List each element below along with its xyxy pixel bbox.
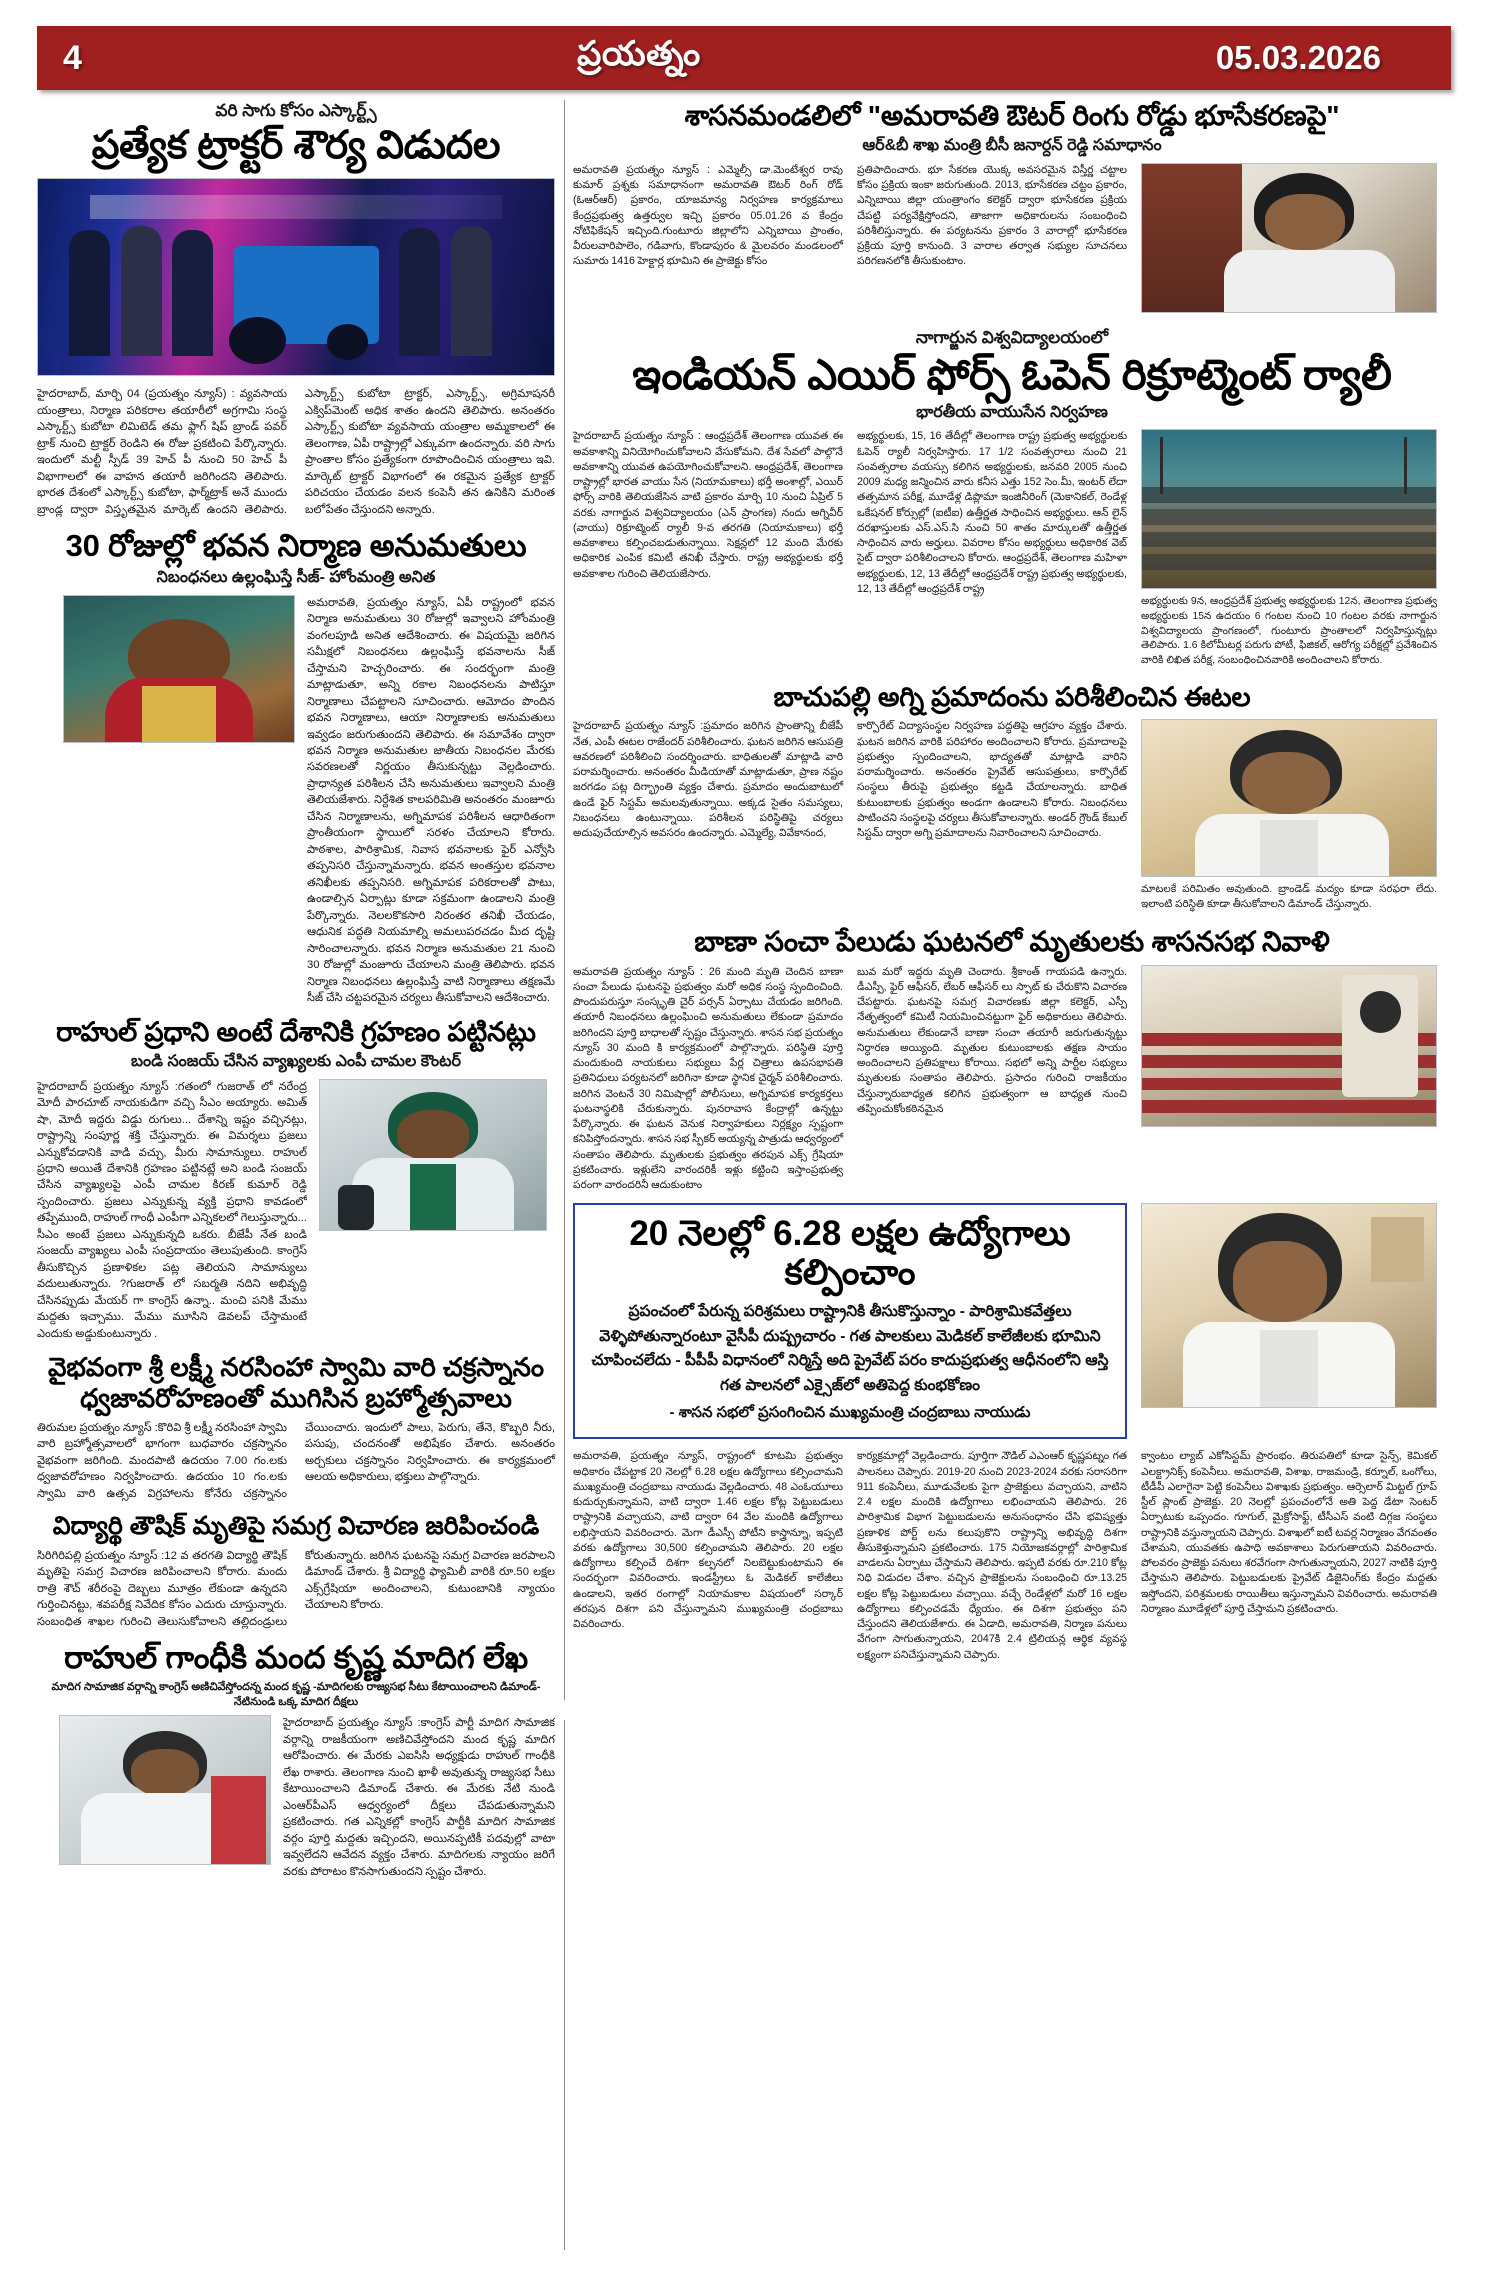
- fire-headline: బాచుపల్లి అగ్ని ప్రమాదంను పరిశీలించిన ఈటల: [773, 682, 1251, 713]
- manda-body: హైదరాబాద్ ప్రయత్నం న్యూస్ :కాంగ్రెస్ పార్టీ మాదిగ సామాజిక వర్గాన్ని రాజకీయంగా అణిచివేస్తోందని మంద కృష్ణ మాదిగ ఆరోపించారు. ఈ మేరకు ఎఐసిసి అధ్యక్షుడు రాహుల్ గాంధీకి లేఖ రాశారు. తెలంగాణ నుంచి ఖాళీ అవుతున్న రాజ్యసభ సీటు కేటాయించాలని డిమాండ్ చేశారు. ఈ మేరకు నేటి నుండి ఎంఆర్‌పీఎస్ ఆధ్వర్యంలో దీక్షలు చేపడుతున్నామని ప్రకటించారు. గత ఎన్నికల్లో కాంగ్రెస్ పార్టీకి మాదిగ సామాజిక వర్గం పూర్తి మద్దతు ఇచ్చిందని, అయినప్పటికీ పదవుల్లో వాటా ఇవ్వలేదని ఆవేదన వ్యక్తం చేశారు. మాదిగలకు న్యాయం జరిగే వరకు పోరాటం కొనసాగుతుందని స్పష్టం చేశారు.: [283, 1717, 555, 1878]
- airforce-caption: అభ్యర్థులకు 9న, ఆంధ్రప్రదేశ్ ప్రభుత్వ అభ్యర్థులకు 12న, తెలంగాణ ప్రభుత్వ అభ్యర్థులకు 15న ఉదయం 6 గంటల నుంచి 10 గంటల వరకు నాగార్జున విశ్వవిద్యాలయ ప్రాంగణంలో, గుంటూరు ప్రాంతాలలో నిర్వహిస్తున్నట్లు తెలిపారు. 1.6 కిలోమీటర్ల పరుగు పోటీ, ఫిజికల్, ఆరోగ్య పరీక్షల్లో ప్రవేశించిన వారికి లిఖిత పరీక్ష, సంబంధించినవారికి అందించాలని కోరారు.: [1141, 596, 1437, 666]
- article-fire-accident: [573, 682, 1451, 912]
- cm-box-sub-1: వెళ్ళిపోతున్నారంటూ వైసీపీ దుష్ప్రచారం - గత పాలకులు మెడికల్ కాలేజీలకు భూమిని: [599, 1327, 1101, 1345]
- tractor-kicker: వరి సాగు కోసం ఎస్కార్ట్స్: [215, 101, 377, 120]
- fire-caption: మాటలకే పరిమితం అవుతుంది. బ్రాండెడ్ మద్యం కూడా సరఫరా లేదు. ఇలాంటి పరిస్థితి కూడా తీసుకోవాలని డిమాండ్ చేస్తున్నారు.: [1141, 884, 1437, 910]
- assembly-headline: బాణా సంచా పేలుడు ఘటనలో మృతులకు శాసనసభ నివాళి: [694, 926, 1330, 958]
- cm-box-sub-0: ప్రపంచంలో పేరున్న పరిశ్రమలు రాష్ట్రానికి తీసుకొస్తున్నాం - పారిశ్రామికవేత్తలు: [628, 1303, 1072, 1321]
- airforce-body-col1: హైదరాబాద్ ప్రయత్నం న్యూస్ : ఆంధ్రప్రదేశ్ తెలంగాణ యువత ఈ అవకాశాన్ని వినియోగించుకోవాలని వేసుకోమని. దేశ సేవలో పాల్గొనే అవకాశాన్ని యువత ఉపయోగించుకోవాలని. ఆంధ్రప్రదేశ్, తెలంగాణ రాష్ట్రాల్లో భారత వాయు సేన (నియామకాలు) భర్తీ అంశాల్లో, ఎయిర్ ఫోర్స్ వారికి తెలియజేసిన వాటి ప్రకారం మార్చి 10 నుంచి ఏప్రిల్ 5 వరకు నాగార్జున విశ్వవిద్యాలయం (ఎన్ ప్రాంగణ) నందు అగ్నివీర్ (వాయు) రిక్రూట్మెంట్ ర్యాలీ 9-వ తరగతి (నియామకాలు) భర్తీ అవకాశాలు కల్పించబడుతున్నాయి. సెక్షన్లలో 12 మంది మేరకు అధికారిక ఎంపిక కమిటీ తనిఖీ చేస్తారు. రాష్ట్ర అభ్యర్థులకు భర్తీ అవకాశాల గురించి తెలియజేసారు.: [573, 430, 843, 580]
- permits-headline: 30 రోజుల్లో భవన నిర్మాణ అనుమతులు: [65, 528, 527, 564]
- airforce-kicker: నాగార్జున విశ్వవిద్యాలయంలో: [915, 327, 1109, 347]
- airforce-body-col2: అభ్యర్థులకు, 15, 16 తేదీల్లో తెలంగాణ రాష్ట్ర ప్రభుత్వ అభ్యర్థులకు ఓపెన్ ర్యాలీ నిర్వహిస్తారు. 17 1/2 సంవత్సరాలు నుంచి 21 సంవత్సరాల వయస్సు కలిగిన అభ్యర్థులకు, జనవరి 2005 నుంచి 2009 మధ్య జన్మించిన వారు కనీస ఎత్తు 152 సెం.మీ, ఇంటర్ లేదా తత్సమాన పరీక్ష, మూడేళ్ల డిప్లొమా ఇంజినీరింగ్ (మెకానికల్, రెండేళ్ల ఒకేషనల్ కోర్సుల్లో (ఐటీఐ) ఉత్తీర్ణత సాధించిన అభ్యర్థులు. ఆన్ లైన్ దరఖాస్తులకు ఎస్.ఎస్.సి నుంచి 50 శాతం మార్కులతో ఉత్తీర్ణత సాధించిన వారు అర్హులు. వివరాల కోసం అభ్యర్థులు అధికారిక వెబ్ సైట్ ద్వారా పరిశీలించాలని కోరారు. ఆంధ్రప్రదేశ్, తెలంగాణ మహిళా అభ్యర్థులకు, 12, 13 తేదీల్లో ఆంధ్రప్రదేశ్ రాష్ట్ర ప్రభుత్వ అభ్యర్థులకు, 12, 13 తేదీల్లో ఆంధ్రప్రదేశ్ రాష్ట్ర: [857, 430, 1127, 595]
- cm-highlight-box: [573, 1203, 1127, 1439]
- assembly-body-col1: అమరావతి ప్రయత్నం న్యూస్ : 26 మంది మృతి చెందిన బాణా సంచా పేలుడు ఘటనపై ప్రభుత్వం మరో అధిక సంస్థ స్పందించింది. పొందుపరుస్తూ సంస్కృతి చైర్ పర్సన్ ఏర్పాటు చేయడం జరిగింది. తయారీ నిబంధనలు ఉల్లంఘించి అనుమతులు లేకుండా ప్రమాదం జరిగిందని పూర్తి బాధాలతో స్పష్టం చేస్తున్నారు. శాసన సభ ప్రయత్నం న్యూస్ 30 మంది కి కార్యక్రమంలో పాల్గొన్నారు. పరిస్థితి పూర్తి మందుకుంది నాయకులు సభ్యులు పేర్ల చిత్రాలు ఉపసభాపతి ప్రతినిధులు పర్యటనలో జరిగినా కూడా స్థానిక చైర్మన్ పరిశీలించారు. జరిగిన వెంటనే 30 నిమిషాల్లో పోలీసులు, అగ్నిమాపక కార్యకర్తలు ఘటనాస్థలికి చేరుకున్నారు. పునరావాస కేంద్రాల్లో ఉన్నట్టు పేర్కొన్నారు. ఈ ఘటన వెనుక నిర్వాహకులు నిర్లక్ష్యం స్పష్టంగా కనిపిస్తోందన్నారు. శాసన సభ స్పీకర్ అయ్యన్న పాత్రుడు ఆధ్వర్యంలో సంతాపం తెలిపారు. మృతులకు ప్రభుత్వం తరపున ఎక్స్ గ్రేషియా ప్రకటించారు. ఇళ్లులేని వారందరికీ ఇళ్లు కట్టించి ఇస్తాంప్రభుత్వ పరంగా వారందరినీ ఆదుకుంటాం: [573, 965, 843, 1192]
- airforce-subhead: భారతీయ వాయుసేన నిర్వహణ: [916, 403, 1108, 421]
- cm-box-sub-3: గత పాలనలో ఎక్సైజ్‌లో అతిపెద్ద కుంభకోణం: [719, 1376, 980, 1394]
- photo-minister-janardhan: [1141, 163, 1437, 313]
- article-tractor: [37, 100, 555, 518]
- left-column: [37, 100, 555, 1880]
- manda-headline: రాహుల్ గాంధీకి మంద కృష్ణ మాదిగ లేఖ: [64, 1640, 528, 1676]
- ring-body-col1: అమరావతి ప్రయత్నం న్యూస్ : ఎమ్మెల్సీ డా.మెంటేశ్వర రావు కుమార్ ప్రశ్నకు సమాధానంగా అమరావతి ఔటర్ రింగ్ రోడ్ (ఓఆర్‌ఆర్) ప్రకారం, యాజమాన్య నిర్వహణ కార్యక్రమాలు కేంద్రప్రభుత్వ ఉత్తర్వుల ఇచ్చి ప్రకారం 05.01.26 వ కేంద్రం నోటిఫికేషన్ ఇచ్చింది.గుంటూరు జిల్లాలోని ఎన్నిబాయి ప్రాంతం, వీరులవారిపాలెం, గడివాగు, కొండాపురం & మైలవరం మండలంలో సుమారు 1416 హెక్టార్ల భూమిని ఈ ప్రాజెక్టు కోసం: [573, 163, 843, 268]
- masthead-bar: [37, 26, 1451, 90]
- article-cm-speech: [573, 1203, 1451, 1662]
- article-air-force: [573, 327, 1451, 668]
- cm-body-col3: క్వాంటం ల్యాబ్ ఎకోసిస్టమ్ ప్రారంభం. తిరుపతిలో కూడా సైన్స్, కెమికల్ ఎలక్ట్రానిక్స్ కంపెనీలు. అమరావతి, విశాఖ, రాజమండ్రి, కర్నూల్, ఒంగోలు, టీడీపీ ఎలాగైనా పెట్టి కంపెనీలు విశాఖకు ప్రభుత్వం. ఆర్సెలార్ మిట్టల్ గ్రూప్ స్టీల్ ప్లాంట్ ప్రాజెక్టు. 20 నెలల్లో ప్రపంచంలోనే అతి పెద్ద డేటా సెంటర్ ఏర్పాటుకు ఒప్పందం. గూగుల్, మైక్రోసాఫ్ట్, టీసీఎస్ వంటి దిగ్గజ సంస్థలు రాష్ట్రానికి వస్తున్నాయని చెప్పారు. విశాఖలో ఐటీ టవర్ల నిర్మాణం వేగవంతం చేశామని, యువతకు ఉపాధి అవకాశాలు పెరుగుతాయని వివరించారు. పోలవరం ప్రాజెక్టు పనులు శరవేగంగా సాగుతున్నాయని, 2027 నాటికి పూర్తి చేస్తామని తెలిపారు. పెట్టుబడులకు ప్రైవేట్ డిజైనింగ్‌కు కేంద్రం మద్దతు ఇస్తోందని, పరిశ్రమలకు రాయితీలు ఇస్తున్నామని వివరించారు. అమరావతి నిర్మాణం మూడేళ్లలో పూర్తి చేస్తామని ప్రకటించారు.: [1141, 1450, 1437, 1615]
- temple-body: తిరుమల ప్రయత్నం న్యూస్ :కొరివి శ్రీ లక్ష్మీ నరసింహా స్వామి వారి బ్రహ్మోత్సవాలలో భాగంగా బుధవారం చక్రస్నానం వైభవంగా జరిగింది. మందపాటి ఉదయం 7.00 గం.లకు ధ్వజావరోహణం నిర్వహించారు. ఉదయం 10 గం.లకు స్వామి వారి ఉత్సవ విగ్రహాలను కోనేరు చక్రస్నానం చేయించారు. ఇందులో పాలు, పెరుగు, తేనె, కొబ్బరి నీరు, పసుపు, చందనంతో అభిషేకం చేశారు. అనంతరం అర్చకులు చక్రస్నానం నిర్వహించారు. ఈ కార్యక్రమంలో ఆలయ అధికారులు, భక్తులు పాల్గొన్నారు.: [37, 1421, 555, 1500]
- newspaper-title: ప్రయత్నం: [577, 34, 701, 73]
- ring-headline: శాసనమండలిలో "అమరావతి ఔటర్ రింగు రోడ్డు భూసేకరణపై": [684, 100, 1340, 131]
- ring-subhead: ఆర్&బీ శాఖ మంత్రి బీసీ జనార్దన్ రెడ్డి సమాధానం: [862, 137, 1162, 155]
- article-manda-krishna: [37, 1640, 555, 1880]
- rahul-body: హైదరాబాద్ ప్రయత్నం న్యూస్ :గతంలో గుజరాత్ లో నరేంద్ర మోదీ పారచూట్ నాయకుడిగా వచ్చి సీఎం అయ్యారు. అమిత్ షా, మోదీ ఇద్దరు విడ్డు రుగులు... దేశాన్ని ఇష్టం వచ్చినట్లు, రాష్ట్రాన్ని సంపూర్ణ శక్తి చేస్తున్నారు. ఈ విమర్శలు ప్రజలు ఎన్నుకోవడానికి వాడి వచ్చు, మీరు సామాన్యులు. రాహుల్ ప్రధాని అయితే దేశానికి గ్రహణం పట్టినట్లే అని బండి సంజయ్ చేసిన వ్యాఖ్యలపై ఎంపీ చామల కిరణ్ కుమార్ రెడ్డి స్పందించారు. ప్రజలు ఎన్నుకున్న వ్యక్తి ప్రధాని కావడంలో తప్పేముంది, రాహుల్ గాంధీ ఎంపీగా ఎన్నికలలో గెలుస్తున్నారు... సీఎం అంటే ప్రజలు ఎన్నుకున్నది ఒకరు. బీజేపీ నేత బండి సంజయ్ వ్యాఖ్యలు ఎంపీ సంప్రదాయం తెలుపుతుంది. కాంగ్రెస్ తీసుకొచ్చిన ప్రణాళికల పట్ల తెలియని సామాన్యులు వదులుతున్నారు. ?గుజరాత్ లో సబర్మతి నదిని అభివృద్ధి చేసినప్పుడు మేయర్ గా కాంగ్రెస్ ఉన్నా.. మంచి పనికి మేము మద్దతు ఇచ్చాము. మేము మూసిని డెవలప్ చేస్తామంటే ఎందుకు అడ్డుకుంటున్నారు .: [37, 1080, 307, 1340]
- article-amaravati-ring: [573, 100, 1451, 313]
- right-column: [573, 100, 1451, 1663]
- photo-tractor-launch: [37, 178, 555, 376]
- photo-home-minister: [63, 595, 295, 743]
- photo-assembly-hall: [1141, 965, 1437, 1127]
- photo-manda-krishna: [59, 1715, 271, 1865]
- permits-subhead: నిబంధనలు ఉల్లంఘిస్తే సీజ్- హోంమంత్రి అనిత: [156, 568, 436, 586]
- edition-date: 05.03.2026: [1215, 39, 1381, 76]
- article-rahul-comment: [37, 1017, 555, 1343]
- permits-body: అమరావతి, ప్రయత్నం న్యూస్, ఏపీ రాష్ట్రంలో భవన నిర్మాణ అనుమతులు 30 రోజుల్లో ఇవ్వాలని హోంమంత్రి వంగలపూడి అనిత ఆదేశించారు. ఈ విషయమై జరిగిన సమీక్షలో నిబంధనలు ఉల్లంఘిస్తే భవనాలను సీజ్ చేస్తామని హెచ్చరించారు. ఈ సందర్భంగా మంత్రి మాట్లాడుతూ, అన్ని రకాల నిబంధనలను పాటిస్తూ నిర్మాణాలు చేపట్టాలని సూచించారు. ఆమోదం పొందిన భవన నిర్మాణాలు, ఆయా నిర్మాణాలకు అనుమతులు ఇవ్వడం జరుగుతుందని తెలిపారు. ఈ సమావేశం ద్వారా భవన నిర్మాణ అనుమతుల జాతీయ నిబంధనల మేరకు సవరణలతో నిర్ణయం తీసుకున్నట్టు వెల్లడించారు. ప్రాధాన్యత పరిశీలన చేసి అనుమతులు ఇవ్వాలని మంత్రి తెలియజేశారు. నిర్దేశిత కాలపరిమితి అనంతరం మంజూరు చేసిన నిర్మాణాలను, అగ్నిమాపక పరిశీలన ఆధారితంగా ప్రాంతీయంగా స్థాయిలో సరళం చేయాలని కోరారు. పాఠశాల, పారిశ్రామిక, నివాస భవనాలకు ఫైర్ ఎన్వోసి తప్పనిసరి చేస్తున్నామన్నారు. భవన అంతస్తుల భవనాల తనిఖీలకు తప్పనిసరి. అగ్నిమాపక పరికరాలతో పాటు, ఉండాల్సిన ఏర్పాట్లు కూడా సక్రమంగా ఉండాలని మంత్రి పేర్కొన్నారు. నెలలకొకసారి నిరంతర తనిఖీ చేయడం, ఆధునిక పద్ధతి నియమాల్ని అమలుపరచడం మీద దృష్టి సారించాలన్నారు. భవన నిర్మాణ అనుమతుల 21 నుంచి 30 రోజుల్లో మంజూరు చేయాలని మంత్రి తెలిపారు. భవన నిర్మాణ నిబంధనలు ఉల్లంఘిస్తే వాటి నిర్మాణాలు తక్షణమే సీజ్ చేసి చట్టపరమైన చర్యలు తీసుకోవాలని ఆదేశించారు.: [307, 596, 555, 1005]
- cm-box-attribution: - శాసన సభలో ప్రసంగించిన ముఖ్యమంత్రి చంద్రబాబు నాయుడు: [669, 1404, 1031, 1422]
- rahul-subhead: బండి సంజయ్ చేసిన వ్యాఖ్యలకు ఎంపీ చామల కౌంటర్: [131, 1052, 461, 1070]
- article-student: [37, 1512, 555, 1630]
- fire-body-col2: కార్పొరేట్ విద్యాసంస్థల నిర్వహణ పద్ధతిపై ఆగ్రహం వ్యక్తం చేశారు. ఘటన జరిగిన వారికి పరిహారం అందించాలని కోరారు. ప్రమాదాలపై ప్రభుత్వం స్పందించాలని, భాద్యతతో మాట్లాడి వారిని పరామర్శించారు. అనంతరం ప్రైవేట్ ఆసుపత్రులు, కార్పొరేట్ సంస్థలు తీరుపై ప్రభుత్వం కట్టడి చేయాలన్నారు. బాధిత కుటుంబాలకు ప్రభుత్వం అండగా ఉండాలని కోరారు. నిబంధనలు పాటించని సంస్థలపై చర్యలు తీసుకోవాలన్నారు. అండర్ గ్రౌండ్ కేబుల్ సిస్టమ్ ద్వారా అగ్ని ప్రమాదాలను నివారించాలని సూచించారు.: [857, 720, 1127, 840]
- tractor-headline: ప్రత్యేక ట్రాక్టర్ శౌర్య విడుదల: [91, 124, 501, 168]
- page-number: 4: [63, 38, 82, 77]
- temple-headline: వైభవంగా శ్రీ లక్ష్మీ నరసింహా స్వామి వారి చక్రస్నానం ధ్వజావరోహణంతో ముగిసిన బ్రహ్మోత్సవాలు: [47, 1352, 545, 1413]
- article-building-permits: [37, 528, 555, 1007]
- fire-body-col1: హైదరాబాద్ ప్రయత్నం న్యూస్ :ప్రమాదం జరిగిన ప్రాంతాన్ని బీజేపీ నేత, ఎంపీ ఈటల రాజేందర్ పరిశీలించారు. ఘటన జరిగిన ఆసుపత్రి ఆవరణలో పరిశీలించి సందర్శించారు. బాధితులతో మాట్లాడి వారి పరామర్శించారు. అనంతరం మీడియాతో మాట్లాడుతూ, ప్రాణ నష్టం జరగడం పట్ల దిగ్భ్రాంతి వ్యక్తం చేశారు. ప్రమాదం అందుబాటులో ఉండే ఫైర్ సిస్టమ్ అమలవుతున్నాయి. అక్కడ సైతం సమస్యలు, నిబంధనలు ఉంటున్నాయి. పరిశీలన పరిస్థితిపై చర్యలు అదుపుచేయాల్సిన అవసరం ఉందన్నారు. ఎమ్మెల్యే, వివేకానంద,: [573, 720, 843, 840]
- photo-chandrababu: [1141, 1203, 1437, 1408]
- cm-box-sub-2: చూపించలేదు - పీపీపీ విధానంలో నిర్మిస్తే అది ప్రైవేట్ పరం కాదుప్రభుత్వ ఆధీనంలోని ఆస్తి: [591, 1352, 1109, 1370]
- assembly-body-col2: బువ మరో ఇద్దరు మృతి చెందారు. శ్రీకాంత్ గాయపడి ఉన్నారు. డీఎస్పీ, ఫైర్ ఆఫీసర్, లేబర్ ఆఫీసర్ లు స్పాట్ కు చేరుకొని విచారణ చేపట్టారు. ఘటనపై సమగ్ర విచారణకు జిల్లా కలెక్టర్, ఎస్పీ నేతృత్వంలో కమిటీ నియమించినట్టుగా ఫైర్ అధికారులు తెలిపారు. అనుమతులు లేకుండానే బాణా సంచా తయారీ జరుగుతున్నట్టు నిర్ధారణ అయ్యింది. మృతుల కుటుంబాలకు తక్షణ సాయం అందించాలని ప్రతిపక్షాలు కోరాయి. సభలో అన్ని పార్టీల సభ్యులు మృతులకు సంతాపం తెలిపారు. ప్రసాదం గురించి రాజకీయం చేస్తున్నారుబాధ్యత కలిగిన ప్రభుత్వంగా ఆ బాధ్యత నుంచి తప్పించుకోంకఠినమైన: [857, 965, 1127, 1115]
- ring-body-col2: ప్రతిపాదించారు. భూ సేకరణ యొక్క అవసరమైన విస్తీర్ణ చట్టాల కోసం ప్రక్రియ ఇంకా జరుగుతుంది. 2013, భూసేకరణ చట్టం ప్రకారం, ఎన్నిబాయి జిల్లా యంత్రాంగం కలెక్టర్ ద్వారా భూసేకరణ ప్రక్రియ చేపట్టి పర్యవేక్షిస్తోందని, తాజాగా అధికారులను సంబంధించి పరిశీలిస్తున్నారు. ఈ పర్యటనను ప్రకారం 3 వారాల్లో భూసేకరణ ప్రక్రియ పూర్తి కానుంది. 3 వారాల తర్వాత సభ్యుల సూచనలు పరిగణనలోకి తీసుకుంటాం.: [857, 163, 1127, 268]
- article-temple: [37, 1352, 555, 1502]
- column-divider-2: [564, 1720, 565, 2250]
- airforce-headline: ఇండియన్ ఎయిర్ ఫోర్స్ ఓపెన్ రిక్రూట్మెంట్ ర్యాలీ: [632, 351, 1392, 399]
- cm-box-title: 20 నెలల్లో 6.28 లక్షల ఉద్యోగాలు కల్పించాం: [629, 1214, 1071, 1292]
- column-divider-1: [564, 100, 565, 1700]
- cm-body-col1: అమరావతి, ప్రయత్నం న్యూస్, రాష్ట్రంలో కూటమి ప్రభుత్వం అధికారం చేపట్టాక 20 నెలల్లో 6.28 లక్షల ఉద్యోగాలు కల్పించామని ముఖ్యమంత్రి చంద్రబాబు నాయుడు వెల్లడించారు. 48 ఎంఓయూలు కుదుర్చుకున్నామని, వాటి ద్వారా 1.46 లక్షల కోట్ల పెట్టుబడులు రాష్ట్రానికి వచ్చాయని, వాటి ద్వారా 64 వేల మందికి ఉద్యోగాలు లభిస్తాయని వివరించారు. మెగా డీఎస్సీ పోటీని కాస్త్రాన్నూ, ఇప్పటి వరకు ఉద్యోగాలు 30,500 కల్పించామని తెలిపారు. 20 లక్షల ఉద్యోగాలు కల్పించే దిశగా కల్పనలో నిలబెట్టుకుంటామని ఈ సందర్భంగా వివరించారు. ఇండస్ట్రీలు ఓ మెడికల్ కాలేజీలు ఉండాలని, ఇతర రంగాల్లో నియామకాల విషయంలో సర్కార్ తరపున దిశగా పని చేస్తున్నామని ముఖ్యమంత్రి చంద్రబాబు వివరించారు.: [573, 1450, 843, 1631]
- photo-recruitment-rally: [1141, 429, 1437, 589]
- cm-body-col2: కార్యక్రమాల్లో వెల్లడించారు. పూర్తిగా నౌడిల్ ఎఎంఆర్ కృష్ణపట్నం గత పాలనలు చెప్పారు. 2019-20 నుంచి 2023-2024 వరకు సరాసరిగా 911 కంపెనీలు, మూడువేలకు పైగా ప్రాజెక్టులు వచ్చాయని, వాటిని 2.4 లక్షల మందికి ఉద్యోగాలు లభించాయని తెలిపారు. 26 పారిశ్రామిక విభాగ పెట్టుబడులను అనుసంధానం చేసి భవిష్యత్తు ప్రణాళిక పోర్ట్ లను కలుపుకొని రాష్ట్రాన్ని అభివృద్ధి దిశగా తీసుకెళ్తున్నామని ప్రకటించారు. 175 నియోజకవర్గాల్లో పారిశ్రామిక వాడలను ఏర్పాటు చేస్తామని తెలిపారు. ఇప్పటి వరకు రూ.210 కోట్ల నిధి విడుదల చేశాం. వచ్చిన ప్రాజెక్టులను సంబంధించి రూ.13.25 లక్షల కోట్ల పెట్టుబడులు వచ్చాయి. వచ్చే రెండేళ్లలో మరో 16 లక్షల ఉద్యోగాలు కల్పించడమే ధ్యేయం. ఈ దిశగా ప్రభుత్వం పని చేస్తుందని తెలియజేశారు. ఈ ఏడాది, అమరావతి, నిర్మాణ పనులు వేగంగా సాగుతున్నాయని, 2047కి 2.4 ట్రిలియన్ల ఆర్థిక వ్యవస్థ లక్ష్యంగా పనిచేస్తున్నామని చెప్పారు.: [857, 1450, 1127, 1661]
- rahul-headline: రాహుల్ ప్రధాని అంటే దేశానికి గ్రహణం పట్టినట్లు: [56, 1016, 536, 1047]
- tractor-body: హైదరాబాద్, మార్చి 04 (ప్రయత్నం న్యూస్) : వ్యవసాయ యంత్రాలు, నిర్మాణ పరికరాల తయారీలో అగ్రగామి సంస్థ ఎస్కార్ట్స్ కుబోటా లిమిటెడ్ తమ ఫ్లాగ్ షిప్ బ్రాండ్ పవర్ ట్రాక్ నుంచి ట్రాక్టర్ రెండిని ఈ రోజు ప్రకటించి పేర్కొన్నారు. ఇందులో మల్టీ స్పీడ్ 39 హెచ్ పీ నుంచి 50 హెచ్ పీ విభాగాలలో ఈ వాహన తయారీ జరిగిందని తెలిపారు. భారత దేశంలో ఎస్కార్ట్స్ కుబోటా, ఫార్మ్‌ట్రాక్ అనే ముందు బ్రాండ్ల ద్వారా విస్తృతమైన మార్కెట్ ఉందని తెలిపారు. ఎస్కార్ట్స్ కుబోటా ట్రాక్టర్, ఎస్కార్ట్స్, అగ్రిమాషనరీ ఎక్విప్‌మెంట్ అధిక శాతం ఉందని తెలిపారు. అనంతరం ఎస్కార్ట్స్ కుబోటా వ్యవసాయ యంత్రాల అమ్మకాలలో ఈ తెలంగాణ, ఏపీ రాష్ట్రాల్లో ఎక్కువగా ఉందన్నారు. వరి సాగు ప్రాంతాల కోసం ప్రత్యేకంగా రూపొందించిన యంత్రాలు ఇవి. మార్కెట్ ట్రాక్టర్ విభాగంలో ఈ రకమైన ప్రత్యేక ట్రాక్టర్ పరిచయం చేయడం వలన కంపెనీ తన ఉనికిని మరింత బలోపేతం చేస్తుందని అన్నారు.: [37, 388, 555, 516]
- photo-etala-rajender: [1141, 719, 1437, 877]
- manda-subhead: మాదిగ సామాజిక వర్గాన్ని కాంగ్రెస్ అణిచివేస్తోందన్న మంద కృష్ణ -మాదిగలకు రాజ్యసభ సీటు కేటాయించాలని డిమాండ్-నేటినుండి ఒక్క మాదిగ దీక్షలు: [51, 1680, 541, 1708]
- student-headline: విద్యార్థి తౌషిక్ మృతిపై సమగ్ర విచారణ జరిపించండి: [52, 1512, 540, 1541]
- photo-mp-chamala: [319, 1079, 547, 1231]
- student-body: సిరిగిరిపల్లి ప్రయత్నం న్యూస్ :12 వ తరగతి విద్యార్థి తౌషిక్ మృతిపై సమగ్ర విచారణ జరిపించాలని కోరారు. మందు రాత్రి శౌచ్ శరీరంపై దెబ్బలు మూత్రం లేకుండా ఉన్నదని గుర్తించినట్టు, శవపరీక్ష నివేదిక కోసం ఎదురు చూస్తున్నారు. సంబంధిత శాఖల గురించి తెలుసుకోవాలని తల్లిదండ్రులు కోరుతున్నారు. జరిగిన ఘటనపై సమగ్ర విచారణ జరపాలని డిమాండ్ చేశారు. శ్రీ విద్యార్థి ఫ్యామిలీ వారికి రూ.50 లక్షల ఎక్స్‌గ్రేషియా అందించాలని, కుటుంబానికి న్యాయం చేయాలని కోరారు.: [37, 1549, 555, 1628]
- article-assembly-tribute: [573, 926, 1451, 1193]
- page-body: [37, 100, 1451, 2250]
